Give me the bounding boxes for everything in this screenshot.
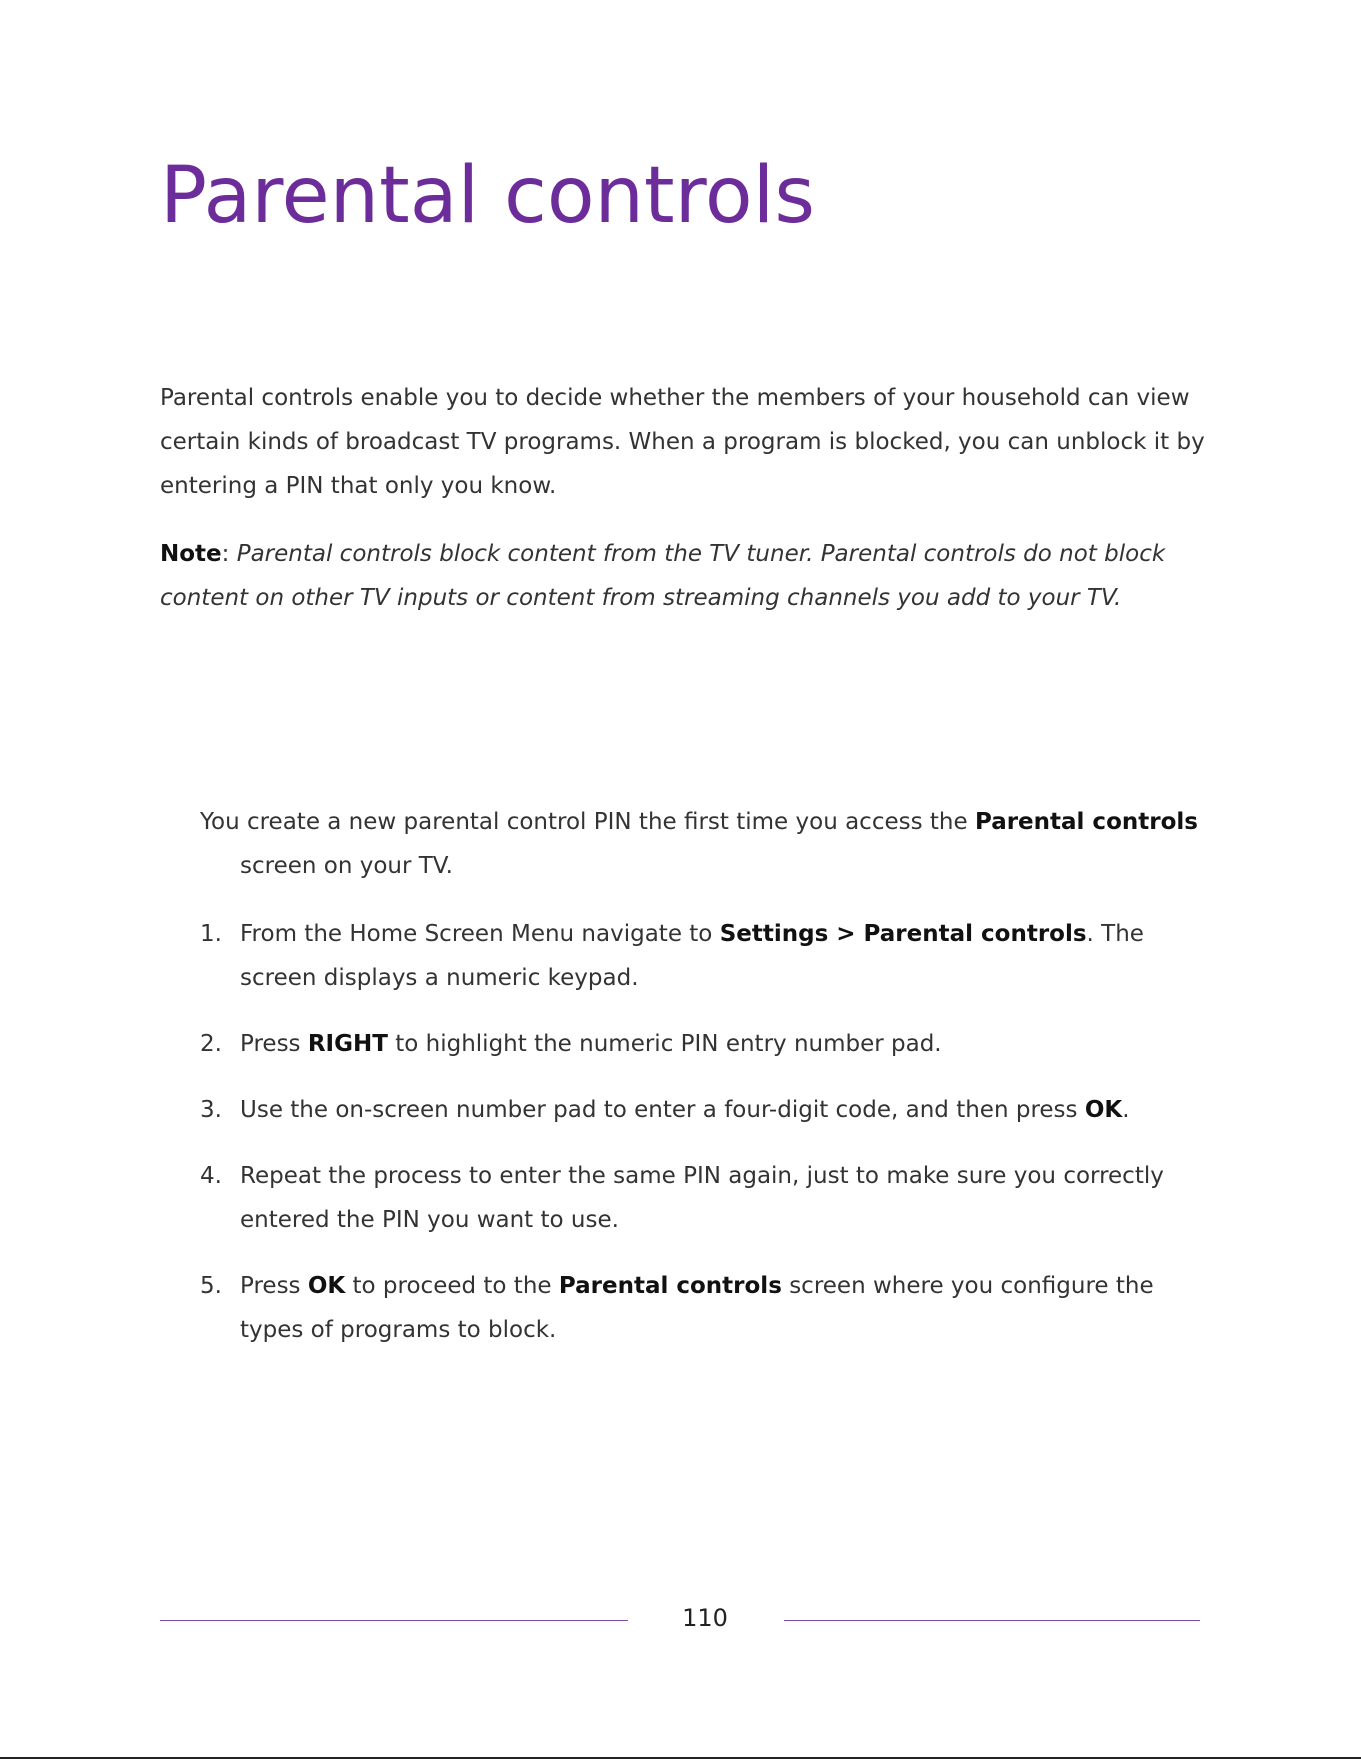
step-text: Repeat the process to enter the same PIN again, just to make sure you correctly entered the PIN you want to use. [240, 1163, 1164, 1233]
step-bold-text: Settings > Parental controls [719, 921, 1087, 947]
page-number: 110 [682, 1604, 728, 1632]
note-text: Parental controls block content from the TV tuner. Parental controls do not block content on other TV inputs or content from streaming channels you add to your TV. [160, 541, 1166, 611]
step-bold-text: OK [307, 1273, 346, 1299]
step-number: 4. [200, 1163, 222, 1189]
step-number: 2. [200, 1031, 222, 1057]
step-number: 3. [200, 1097, 222, 1123]
step-item [200, 1154, 1180, 1242]
step-item [200, 912, 1180, 1000]
step-text: Use the on-screen number pad to enter a four-digit code, and then press [240, 1097, 1085, 1123]
step-text: . The screen displays a numeric keypad. [240, 921, 1144, 991]
pin-intro-after: screen on your TV. [240, 853, 453, 879]
pin-intro-before: You create a new parental control PIN the first time you access the [200, 809, 975, 835]
page-bottom-edge [0, 1757, 1361, 1759]
intro-paragraph: Parental controls enable you to decide whether the members of your household can view certain kinds of broadcast TV programs. When a program is blocked, you can unblock it by entering a PIN that only you know. [160, 385, 1205, 499]
step-number: 5. [200, 1273, 222, 1299]
step-text: From the Home Screen Menu navigate to [240, 921, 720, 947]
step-item [200, 1264, 1180, 1352]
step-text: to proceed to the [345, 1273, 559, 1299]
step-bold-text: RIGHT [307, 1031, 388, 1057]
note-paragraph [160, 532, 1220, 620]
step-text: screen where you configure the types of programs to block. [240, 1273, 1154, 1343]
step-text: . [1122, 1097, 1130, 1123]
step-text: to highlight the numeric PIN entry number pad. [387, 1031, 942, 1057]
step-item [200, 1022, 1180, 1066]
page-title: Parental controls [160, 151, 815, 241]
footer-rule-right [784, 1620, 1200, 1621]
step-bold-text: Parental controls [558, 1273, 782, 1299]
step-bold-text: OK [1084, 1097, 1123, 1123]
pin-intro-bold: Parental controls [974, 809, 1198, 835]
pin-intro-paragraph [200, 800, 1220, 888]
note-label: Note [160, 541, 222, 567]
step-item [200, 1088, 1180, 1132]
step-text: Press [240, 1273, 308, 1299]
step-text: Press [240, 1031, 308, 1057]
note-separator: : [221, 541, 237, 567]
steps-list [200, 912, 1180, 1374]
step-number: 1. [200, 921, 222, 947]
footer-rule-left [160, 1620, 628, 1621]
